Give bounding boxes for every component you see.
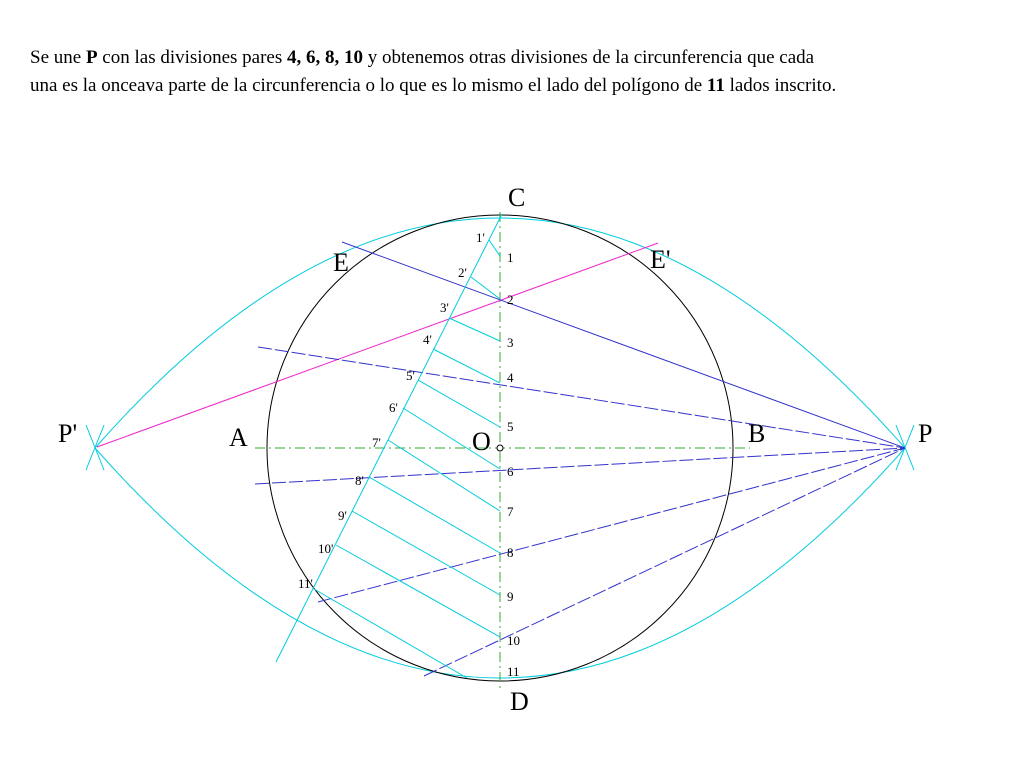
caption-text: con las divisiones pares [97, 47, 287, 68]
division-label: 6 [507, 464, 514, 479]
division-label: 5 [507, 419, 514, 434]
hatch-line-5 [418, 380, 500, 427]
hatch-line-4 [433, 349, 500, 383]
division-label: 9 [507, 589, 514, 604]
primed-division-label: 9' [338, 508, 347, 523]
primed-division-label: 3' [440, 300, 449, 315]
division-label: 7 [507, 504, 514, 519]
primed-division-label: 1' [476, 230, 485, 245]
primed-division-label: 4' [423, 332, 432, 347]
primed-division-label: 2' [458, 265, 467, 280]
dashed-line-6 [255, 448, 905, 484]
label-b: B [748, 419, 766, 448]
lens-arc-bottom [95, 448, 905, 678]
label-a: A [229, 423, 248, 452]
label-d: D [510, 687, 529, 716]
label-p: P [918, 419, 933, 448]
caption-text: Se une [30, 47, 86, 68]
primed-division-label: 10' [318, 541, 334, 556]
division-label: 11 [507, 664, 520, 679]
dashed-line-10 [424, 448, 905, 676]
hatch-line-8 [369, 477, 500, 553]
hatch-line-11 [314, 589, 467, 678]
caption-bold: 4, 6, 8, 10 [286, 47, 363, 68]
primed-division-label: 5' [406, 368, 415, 383]
division-label: 2 [507, 292, 514, 307]
primed-division-label: 7' [372, 435, 381, 450]
hatch-line-1 [489, 240, 500, 256]
division-label: 4 [507, 370, 514, 385]
dashed-line-8 [318, 448, 905, 602]
oblique-division-line [276, 214, 502, 662]
division-label: 8 [507, 545, 514, 560]
label-o: O [472, 427, 491, 456]
hatch-line-3 [449, 318, 500, 341]
label-c: C [508, 183, 526, 212]
hatch-line-2 [471, 277, 500, 299]
division-label: 1 [507, 250, 514, 265]
center-point-o [497, 445, 503, 451]
hatch-line-9 [352, 511, 500, 595]
label-e: E [333, 248, 349, 277]
caption-bold: 11 [706, 75, 725, 96]
primed-division-label: 11' [298, 576, 313, 591]
caption-bold: P [85, 47, 98, 68]
dashed-line-4 [258, 347, 905, 448]
division-label: 3 [507, 335, 514, 350]
caption-text: y obtenemos otras divisiones de la circunferencia que cada [362, 47, 815, 68]
parallel-hatch-lines [314, 240, 500, 678]
label-p-prime: P' [58, 419, 78, 448]
primed-division-label: 8' [355, 473, 364, 488]
line-p-prime-e-prime [97, 243, 658, 447]
caption-text: una es la onceava parte de la circunferencia o lo que es lo mismo el lado del polígono de [30, 75, 707, 96]
primed-division-label: 6' [389, 400, 398, 415]
label-e-prime: E' [650, 245, 671, 274]
caption-text: lados inscrito. [724, 75, 837, 96]
division-label: 10 [507, 633, 520, 648]
